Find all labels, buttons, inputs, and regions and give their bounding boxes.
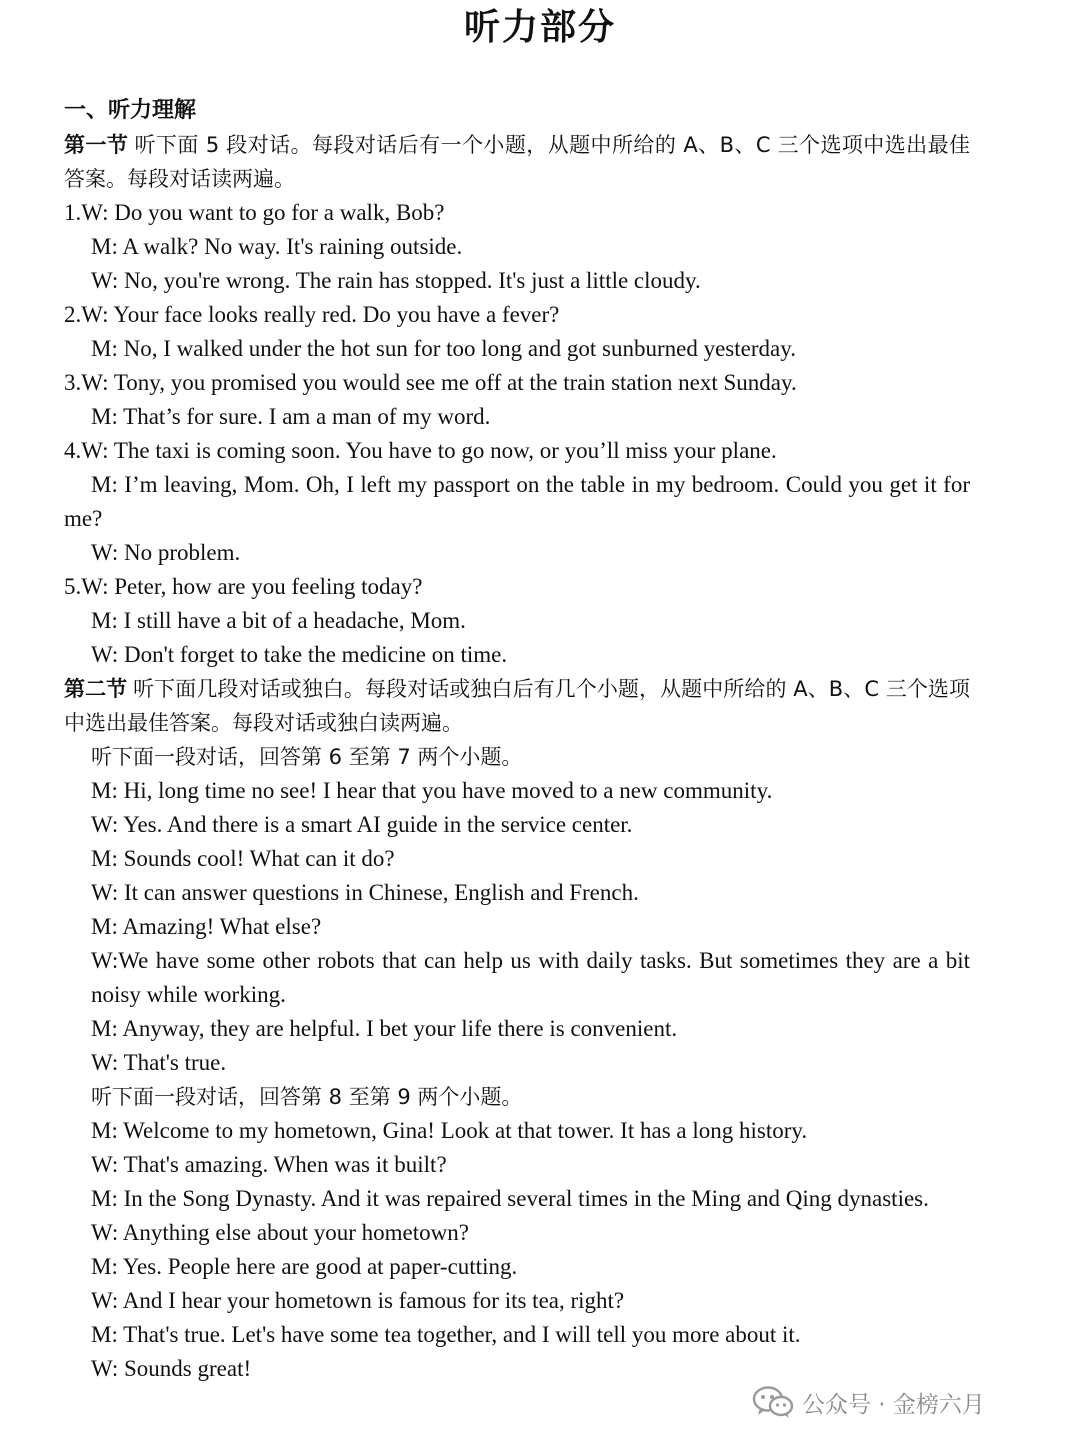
dialogue-line: M: Welcome to my hometown, Gina! Look at that tower. It has a long history. [91, 1118, 808, 1143]
dialogue-line: 1.W: Do you want to go for a walk, Bob? [64, 200, 445, 225]
part1-label: 第一节 [64, 133, 129, 157]
dialogue-line: W: No, you're wrong. The rain has stopped. It's just a little cloudy. [91, 268, 701, 293]
dialogue-line: W: Don't forget to take the medicine on time. [91, 642, 508, 667]
dialogue-line: M: Sounds cool! What can it do? [91, 846, 395, 871]
dialogue-line: M: That's true. Let's have some tea together, and I will tell you more about it. [91, 1322, 801, 1347]
part2-instructions [64, 672, 970, 740]
dialogue-line: 3.W: Tony, you promised you would see me off at the train station next Sunday. [64, 370, 797, 395]
wechat-icon [752, 1384, 794, 1420]
dialogue-line: M: Anyway, they are helpful. I bet your life there is convenient. [91, 1016, 678, 1041]
dialogue-line: W: Yes. And there is a smart AI guide in the service center. [91, 812, 633, 837]
dialogue-line: M: No, I walked under the hot sun for too long and got sunburned yesterday. [91, 336, 796, 361]
dialogue-line: 5.W: Peter, how are you feeling today? [64, 574, 423, 599]
dialogue-line: W:We have some other robots that can help us with daily tasks. But sometimes they are a bit noisy while working. [91, 948, 970, 1007]
dialogue-line: M: That’s for sure. I am a man of my word. [91, 404, 491, 429]
document-body [64, 94, 970, 1386]
section-heading: 一、听力理解 [64, 98, 197, 123]
watermark [752, 1382, 985, 1422]
dialogue-line: W: It can answer questions in Chinese, English and French. [91, 880, 639, 905]
dialogue-line: W: No problem. [91, 540, 241, 565]
dialogue-line: M: I’m leaving, Mom. Oh, I left my passport on the table in my bedroom. Could you get it for me? [64, 472, 970, 531]
dialogue-intro: 听下面一段对话，回答第 6 至第 7 两个小题。 [91, 745, 523, 769]
dialogue-line: M: Yes. People here are good at paper-cutting. [91, 1254, 518, 1279]
dialogue-line: M: Amazing! What else? [91, 914, 322, 939]
dialogue-line: W: Sounds great! [91, 1356, 252, 1381]
part2-label: 第二节 [64, 677, 128, 701]
part1-instructions [64, 128, 970, 196]
dialogue-line: M: I still have a bit of a headache, Mom. [91, 608, 466, 633]
dialogue-line: W: Anything else about your hometown? [91, 1220, 469, 1245]
dialogue-line: 4.W: The taxi is coming soon. You have to go now, or you’ll miss your plane. [64, 438, 777, 463]
dialogue-intro: 听下面一段对话，回答第 8 至第 9 两个小题。 [91, 1085, 523, 1109]
dialogue-line: 2.W: Your face looks really red. Do you have a fever? [64, 302, 560, 327]
watermark-text: 公众号 · 金榜六月 [802, 1391, 985, 1418]
dialogue-line: W: And I hear your hometown is famous for its tea, right? [91, 1288, 625, 1313]
part2-text: 听下面几段对话或独白。每段对话或独白后有几个小题，从题中所给的 A、B、C 三个选项中选出最佳答案。每段对话或独白读两遍。 [64, 677, 971, 735]
dialogue-line: W: That's amazing. When was it built? [91, 1152, 447, 1177]
page-title: 听力部分 [463, 7, 616, 48]
part1-text: 听下面 5 段对话。每段对话后有一个小题，从题中所给的 A、B、C 三个选项中选出最佳答案。每段对话读两遍。 [64, 133, 971, 191]
dialogue-line: W: That's true. [91, 1050, 227, 1075]
dialogue-line: M: In the Song Dynasty. And it was repaired several times in the Ming and Qing dynasties. [91, 1186, 929, 1211]
dialogue-line: M: A walk? No way. It's raining outside. [91, 234, 463, 259]
dialogue-line: M: Hi, long time no see! I hear that you have moved to a new community. [91, 778, 773, 803]
